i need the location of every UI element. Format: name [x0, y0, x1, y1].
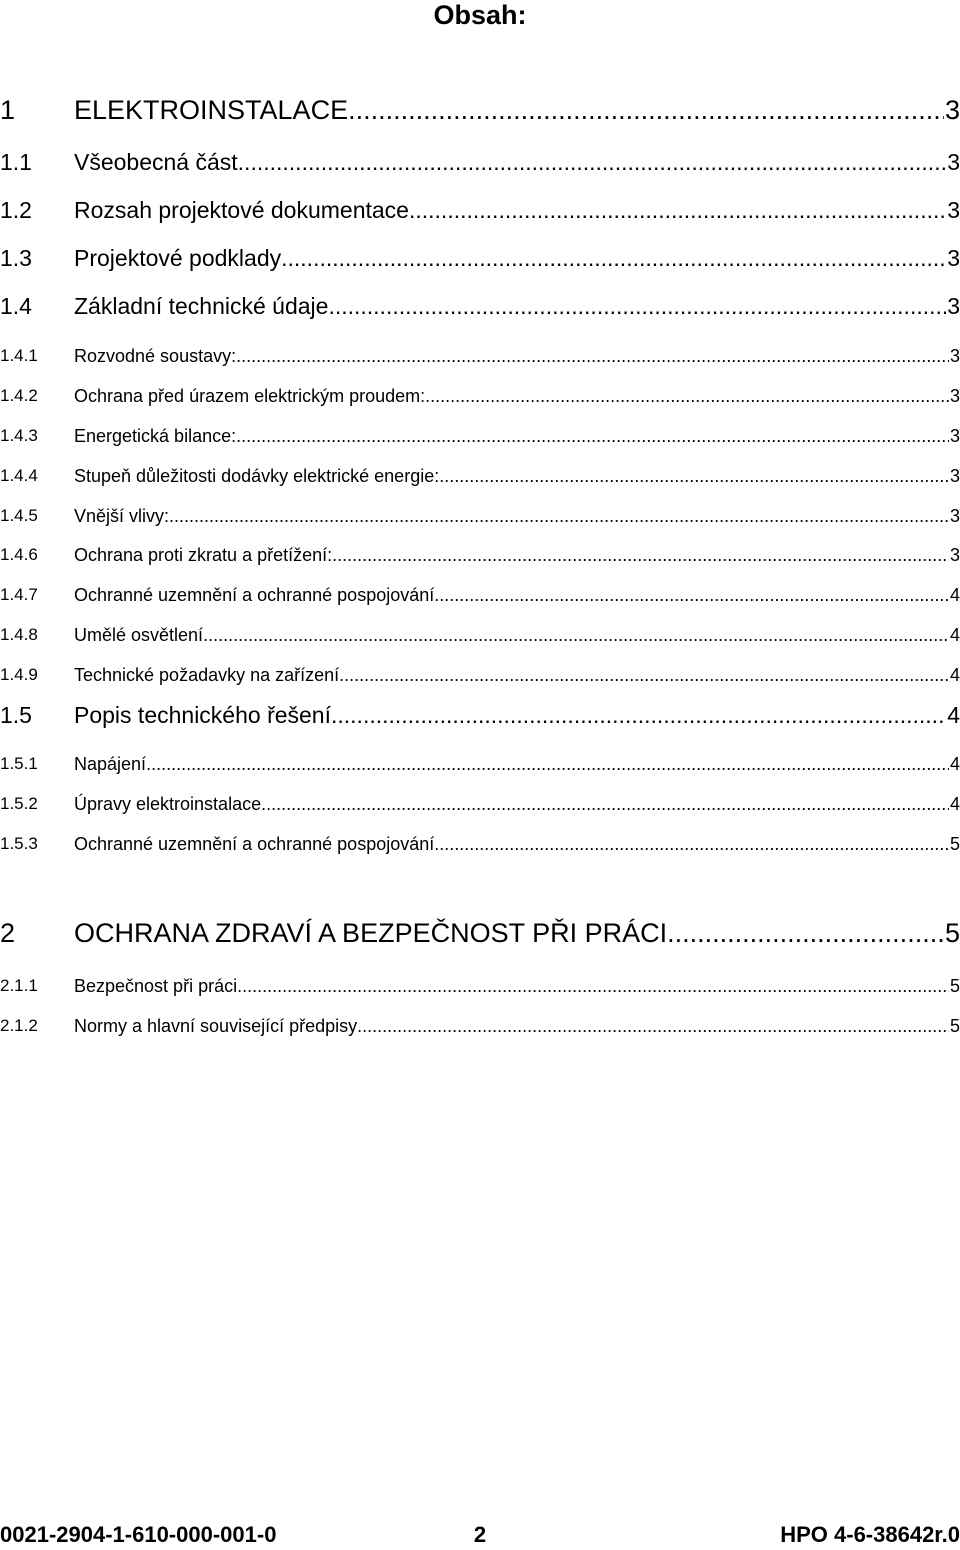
toc-entry-page: 3 — [947, 293, 960, 319]
toc-entry[interactable] — [0, 537, 960, 571]
toc-entry-page: 3 — [949, 346, 960, 366]
toc-entry-number: 1.4.8 — [0, 625, 38, 644]
page-title: Obsah: — [433, 0, 527, 30]
toc-entry[interactable] — [0, 97, 960, 131]
toc-entry-page: 5 — [949, 1016, 960, 1036]
toc-entry[interactable] — [0, 786, 960, 820]
toc-entry-label: Ochrana před úrazem elektrickým proudem: — [74, 386, 426, 406]
toc-entry-label: Technické požadavky na zařízení — [74, 665, 340, 685]
toc-entry-page: 3 — [947, 245, 960, 271]
toc-entry[interactable] — [0, 291, 960, 325]
toc-entry-number: 1.2 — [0, 197, 32, 223]
dot-leader — [667, 916, 944, 950]
toc-entry-page: 4 — [949, 754, 960, 774]
toc-entry-page: 3 — [947, 197, 960, 223]
toc-entry-label: ELEKTROINSTALACE — [74, 95, 349, 125]
toc-entry-label: Úpravy elektroinstalace — [74, 794, 262, 814]
toc-entry[interactable] — [0, 700, 960, 734]
toc-entry-page: 3 — [949, 506, 960, 526]
footer-page-number: 2 — [473, 1522, 487, 1547]
dot-leader — [261, 792, 949, 816]
toc-entry-page: 3 — [949, 545, 960, 565]
toc-entry-label: Ochranné uzemnění a ochranné pospojování — [74, 834, 435, 854]
toc-entry-page: 4 — [949, 585, 960, 605]
dot-leader — [203, 623, 949, 647]
toc-entry[interactable] — [0, 746, 960, 780]
toc-entry-label: Rozvodné soustavy: — [74, 346, 237, 366]
dot-leader — [237, 974, 949, 998]
dot-leader — [238, 147, 947, 177]
dot-leader — [328, 291, 946, 321]
dot-leader — [236, 424, 949, 448]
toc-entry-page: 3 — [947, 149, 960, 175]
toc-entry-label: Ochranné uzemnění a ochranné pospojování — [74, 585, 435, 605]
dot-leader — [357, 1014, 949, 1038]
toc-entry-page: 3 — [949, 466, 960, 486]
dot-leader — [331, 700, 946, 730]
toc-entry-page: 4 — [949, 794, 960, 814]
toc-entry-number: 1.4.3 — [0, 426, 38, 445]
toc-entry-number: 2.1.2 — [0, 1016, 38, 1035]
dot-leader — [146, 752, 949, 776]
toc-entry-number: 1.4 — [0, 293, 32, 319]
toc-entry[interactable] — [0, 195, 960, 229]
dot-leader — [236, 344, 949, 368]
toc-entry-page: 3 — [949, 386, 960, 406]
toc-entry-page: 4 — [949, 625, 960, 645]
toc-entry-number: 2 — [0, 918, 16, 948]
toc-entry-label: Projektové podklady — [74, 245, 282, 271]
toc-entry-number: 1.4.6 — [0, 545, 38, 564]
toc-entry[interactable] — [0, 378, 960, 412]
toc-entry-page: 5 — [949, 976, 960, 996]
toc-entry-number: 1.4.4 — [0, 466, 38, 485]
toc-entry[interactable] — [0, 498, 960, 532]
footer-doc-code: 0021-2904-1-610-000-001-0 — [0, 1522, 277, 1547]
toc-entry-number: 1.5.2 — [0, 794, 38, 813]
toc-entry[interactable] — [0, 657, 960, 691]
dot-leader — [281, 243, 946, 273]
toc-entry[interactable] — [0, 338, 960, 372]
toc-entry-page: 3 — [949, 426, 960, 446]
toc-entry-number: 1.4.7 — [0, 585, 38, 604]
toc-entry[interactable] — [0, 147, 960, 181]
toc-entry-label: Normy a hlavní související předpisy — [74, 1016, 358, 1036]
toc-entry[interactable] — [0, 243, 960, 277]
dot-leader — [409, 195, 946, 225]
toc-entry[interactable] — [0, 577, 960, 611]
toc-entry-page: 4 — [949, 665, 960, 685]
toc-entry[interactable] — [0, 968, 960, 1002]
toc-entry[interactable] — [0, 458, 960, 492]
toc-entry-label: Vnější vlivy: — [74, 506, 170, 526]
toc-entry-label: Popis technického řešení — [74, 702, 331, 728]
toc-entry[interactable] — [0, 920, 960, 954]
dot-leader — [439, 464, 949, 488]
toc-entry-label: Bezpečnost při práci — [74, 976, 238, 996]
toc-entry[interactable] — [0, 826, 960, 860]
toc-entry-number: 1.5 — [0, 702, 32, 728]
dot-leader — [348, 93, 944, 127]
toc-entry-number: 1.1 — [0, 149, 32, 175]
toc-entry[interactable] — [0, 418, 960, 452]
toc-entry-number: 2.1.1 — [0, 976, 38, 995]
toc-entry-label: Napájení — [74, 754, 147, 774]
toc-entry-number: 1 — [0, 95, 16, 125]
toc-entry-label: Umělé osvětlení — [74, 625, 204, 645]
dot-leader — [339, 663, 949, 687]
toc-entry-label: OCHRANA ZDRAVÍ A BEZPEČNOST PŘI PRÁCI — [74, 918, 668, 948]
toc-entry-label: Energetická bilance: — [74, 426, 237, 446]
toc-entry-number: 1.5.1 — [0, 754, 38, 773]
dot-leader — [434, 832, 949, 856]
toc-entry-page: 5 — [949, 834, 960, 854]
toc-entry[interactable] — [0, 617, 960, 651]
page-footer — [0, 1520, 960, 1550]
toc-entry-label: Stupeň důležitosti dodávky elektrické energie: — [74, 466, 440, 486]
toc-entry-label: Základní technické údaje — [74, 293, 329, 319]
toc-entry-page: 3 — [944, 95, 960, 125]
toc-entry-label: Všeobecná část — [74, 149, 238, 175]
toc-entry-number: 1.4.1 — [0, 346, 38, 365]
dot-leader — [434, 583, 949, 607]
toc-entry-page: 4 — [947, 702, 960, 728]
footer-ref-code: HPO 4-6-38642r.0 — [780, 1522, 960, 1547]
toc-entry-label: Ochrana proti zkratu a přetížení: — [74, 545, 333, 565]
dot-leader — [169, 504, 949, 528]
toc-entry-number: 1.5.3 — [0, 834, 38, 853]
toc-entry-number: 1.4.5 — [0, 506, 38, 525]
toc-entry-number: 1.4.2 — [0, 386, 38, 405]
toc-entry-label: Rozsah projektové dokumentace — [74, 197, 409, 223]
toc-entry[interactable] — [0, 1008, 960, 1042]
toc-entry-number: 1.4.9 — [0, 665, 38, 684]
toc-entry-page: 5 — [944, 918, 960, 948]
dot-leader — [332, 543, 949, 567]
dot-leader — [425, 384, 949, 408]
toc-entry-number: 1.3 — [0, 245, 32, 271]
